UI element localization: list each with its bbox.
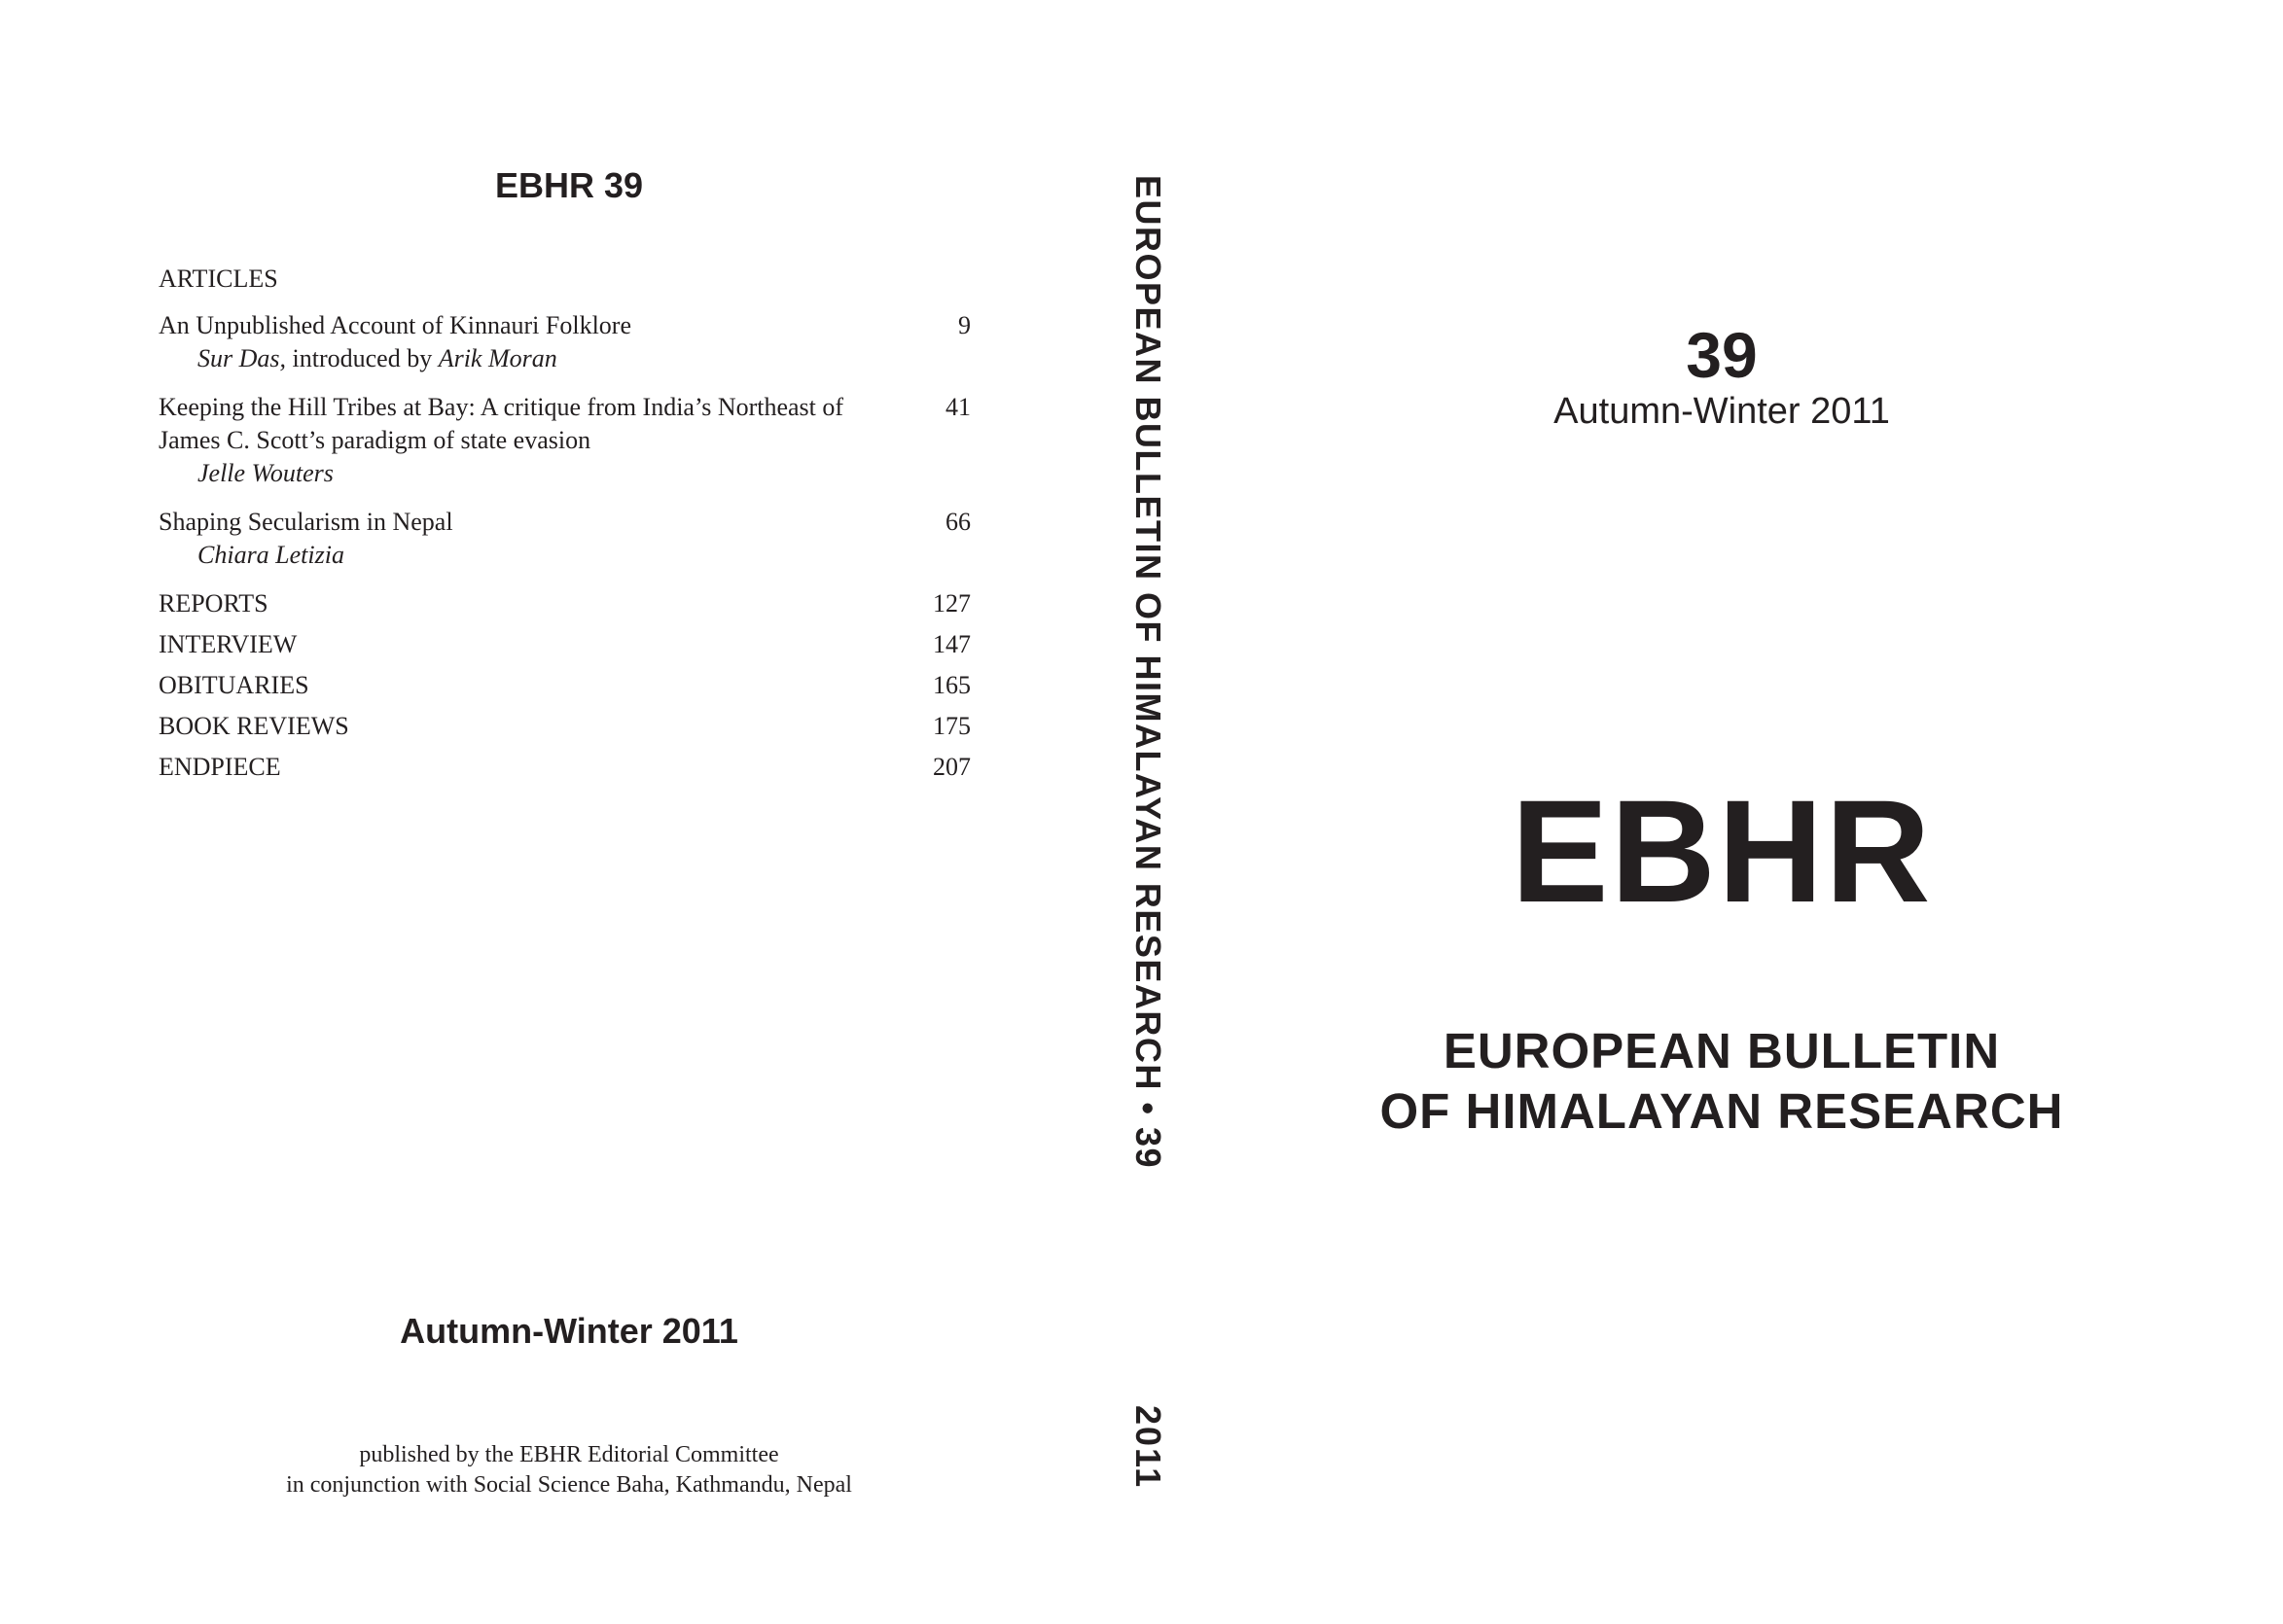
- publisher-line: in conjunction with Social Science Baha, Kathmandu, Nepal: [286, 1472, 852, 1498]
- toc-section-row: [159, 628, 971, 661]
- toc-article: [159, 309, 971, 375]
- section-label: REPORTS: [159, 589, 268, 618]
- back-cover-title: EBHR 39: [494, 165, 644, 205]
- section-page: 165: [933, 671, 971, 699]
- back-cover-date: Autumn-Winter 2011: [400, 1311, 738, 1351]
- article-author: Chiara Letizia: [197, 541, 344, 569]
- article-title: Shaping Secularism in Nepal: [159, 508, 453, 536]
- section-page: 207: [933, 753, 971, 781]
- intro-text: introduced by: [286, 344, 439, 372]
- section-label: OBITUARIES: [159, 671, 309, 699]
- publisher-info: [0, 1440, 1138, 1500]
- article-title: An Unpublished Account of Kinnauri Folklore: [159, 311, 631, 339]
- article-page: 9: [958, 311, 971, 339]
- toc-section-row: [159, 751, 971, 784]
- table-of-contents: [159, 263, 971, 792]
- article-author: Jelle Wouters: [197, 459, 334, 487]
- section-page: 147: [933, 630, 971, 658]
- section-label: INTERVIEW: [159, 630, 298, 658]
- articles-heading: ARTICLES: [159, 265, 278, 293]
- article-page: 41: [945, 393, 971, 421]
- toc-section-row: [159, 710, 971, 743]
- toc-section-row: [159, 669, 971, 702]
- journal-title: [1265, 1021, 2179, 1142]
- toc-article: [159, 506, 971, 572]
- issue-number: 39: [1686, 319, 1758, 391]
- toc-sections: [159, 587, 971, 784]
- journal-title-line: OF HIMALAYAN RESEARCH: [1379, 1083, 2064, 1139]
- section-page: 175: [933, 712, 971, 740]
- issue-season: Autumn-Winter 2011: [1553, 391, 1890, 432]
- article-page: 66: [945, 508, 971, 536]
- publisher-line: published by the EBHR Editorial Committee: [359, 1442, 779, 1467]
- article-author: [159, 342, 971, 375]
- intro-author-name: Arik Moran: [438, 344, 557, 372]
- article-title: Keeping the Hill Tribes at Bay: A critique from India’s Northeast of James C. Scott’s paradigm of state evasion: [159, 393, 844, 454]
- section-label: ENDPIECE: [159, 753, 281, 781]
- toc-article: [159, 391, 971, 490]
- author-name: Sur Das,: [197, 344, 287, 372]
- journal-acronym: EBHR: [1511, 769, 1933, 933]
- toc-section-row: [159, 587, 971, 620]
- spine-title: EUROPEAN BULLETIN OF HIMALAYAN RESEARCH • 39: [1128, 175, 1168, 1170]
- journal-title-line: EUROPEAN BULLETIN: [1443, 1023, 2001, 1078]
- spine-year: 2011: [1128, 1405, 1168, 1490]
- section-page: 127: [933, 589, 971, 618]
- section-label: BOOK REVIEWS: [159, 712, 349, 740]
